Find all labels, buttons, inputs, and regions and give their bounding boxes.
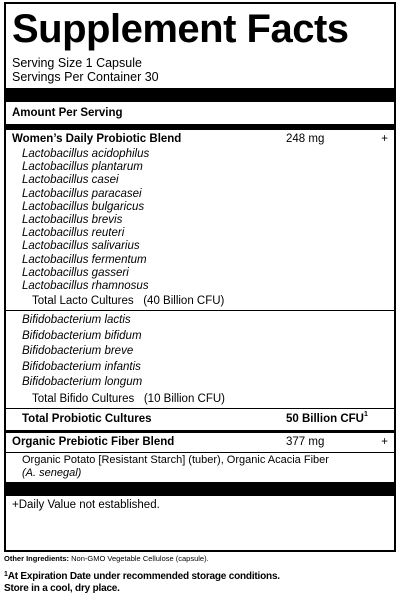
- dv-note: +Daily Value not established.: [12, 498, 160, 511]
- serving-size: Serving Size 1 Capsule: [12, 56, 142, 70]
- fiber-description: [12, 453, 388, 482]
- storage-note: Store in a cool, dry place.: [4, 583, 120, 594]
- other-ingredients-text: Non-GMO Vegetable Cellulose (capsule).: [71, 554, 209, 563]
- fiber-desc-line: Organic Potato [Resistant Starch] (tuber), Organic Acacia Fiber: [22, 453, 329, 466]
- footnotes: [4, 571, 280, 595]
- thick-divider: [6, 88, 394, 102]
- list-item: Lactobacillus gasseri: [22, 266, 129, 279]
- list-item: Lactobacillus fermentum: [22, 253, 147, 266]
- lacto-total: Total Lacto Cultures (40 Billion CFU): [32, 295, 225, 308]
- blend-name: Women’s Daily Probiotic Blend: [12, 133, 182, 145]
- fiber-amount: 377 mg: [286, 436, 325, 449]
- blend-amount: 248 mg: [286, 133, 325, 145]
- list-item: Lactobacillus plantarum: [22, 161, 143, 174]
- footnote-line: [4, 571, 280, 583]
- footnote-marker: 1: [363, 410, 368, 418]
- list-item: Bifidobacterium breve: [22, 345, 134, 358]
- list-item: Lactobacillus casei: [22, 174, 119, 187]
- list-item: Lactobacillus brevis: [22, 214, 123, 227]
- total-probiotic-value: 50 Billion CFU: [286, 412, 364, 425]
- lacto-list: [12, 148, 388, 293]
- list-item: Lactobacillus paracasei: [22, 187, 142, 200]
- fiber-row: [12, 433, 388, 452]
- amount-per-serving-heading: Amount Per Serving: [12, 107, 123, 119]
- list-item: Lactobacillus bulgaricus: [22, 200, 145, 213]
- fiber-dv: +: [381, 436, 388, 449]
- total-probiotic-name: Total Probiotic Cultures: [22, 412, 152, 425]
- panel-title: Supplement Facts: [12, 7, 349, 51]
- servings-per-container: Servings Per Container 30: [12, 70, 159, 84]
- list-item: Bifidobacterium bifidum: [22, 329, 142, 342]
- footnote-marker: 1: [4, 571, 8, 578]
- blend-dv: +: [381, 133, 388, 145]
- total-probiotic-amount: [286, 411, 388, 428]
- blend-row: [12, 130, 388, 148]
- fiber-desc-line: (A. senegal): [22, 466, 82, 479]
- list-item: Bifidobacterium longum: [22, 376, 143, 389]
- list-item: Lactobacillus rhamnosus: [22, 280, 149, 293]
- fiber-name: Organic Prebiotic Fiber Blend: [12, 436, 175, 449]
- other-ingredients-label: Other Ingredients:: [4, 554, 70, 563]
- footnote-text: At Expiration Date under recommended storage conditions.: [7, 571, 280, 582]
- bifido-total: Total Bifido Cultures (10 Billion CFU): [32, 392, 226, 405]
- bifido-list: [12, 311, 388, 391]
- other-ingredients: [4, 553, 209, 565]
- thick-divider: [6, 482, 394, 496]
- total-probiotic-row: [12, 409, 388, 430]
- list-item: Lactobacillus reuteri: [22, 227, 125, 240]
- list-item: Lactobacillus acidophilus: [22, 148, 150, 160]
- supplement-facts-panel: [4, 2, 396, 552]
- list-item: Lactobacillus salivarius: [22, 240, 140, 253]
- list-item: Bifidobacterium infantis: [22, 360, 141, 373]
- list-item: Bifidobacterium lactis: [22, 314, 131, 327]
